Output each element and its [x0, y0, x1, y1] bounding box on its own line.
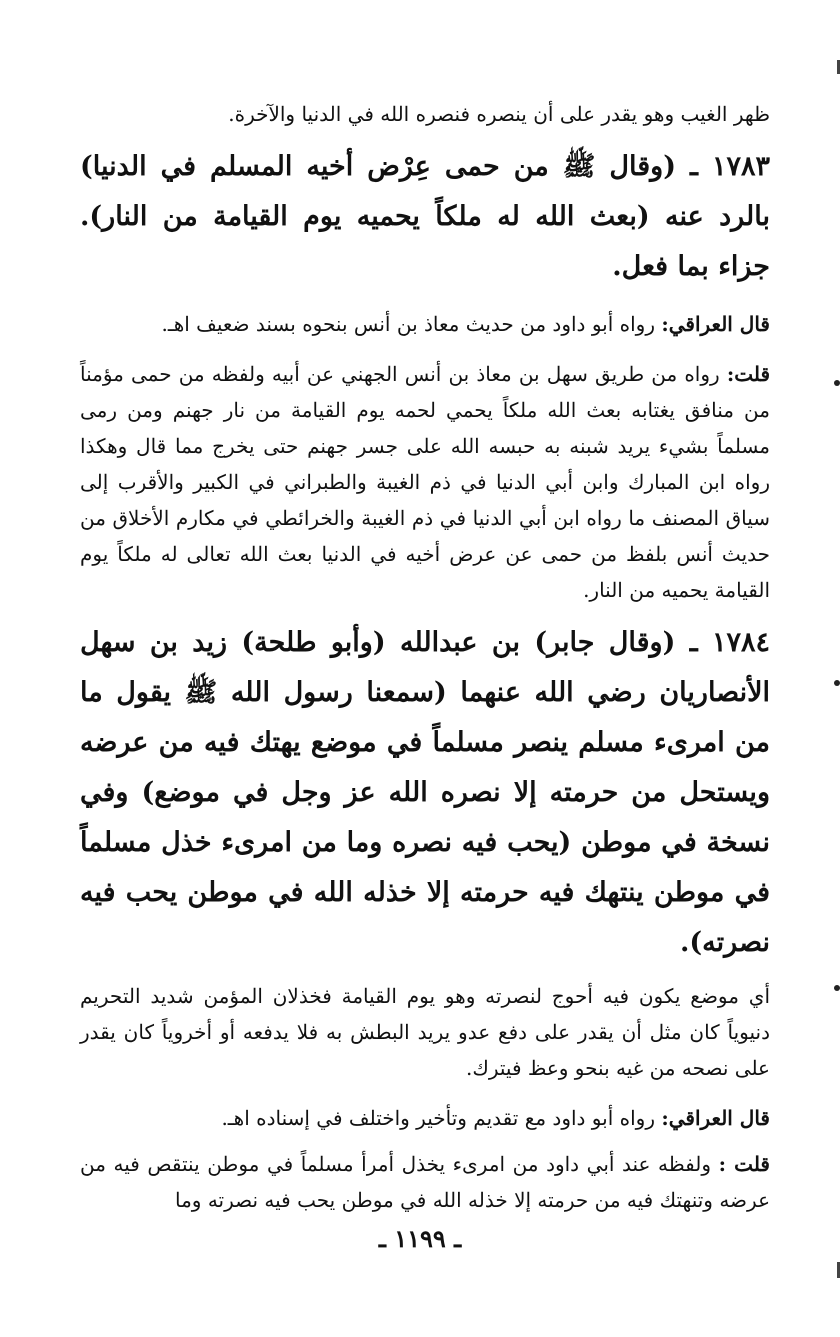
hadith-text: (وقال جابر) بن عبدالله (وأبو طلحة) زيد بن سهل الأنصاريان رضي الله عنهما (سمعنا رسول الله ﷺ يقول ما من امرىء مسلم ينصر مسلماً في موضع يهتك فيه من عرضه ويستحل من حرمته إلا نصره الله عز وجل في موضع) وفي نسخة في موطن (يحب فيه نصره وما من امرىء خذل مسلماً في موطن ينتهك فيه حرمته إلا خذله الله في موطن يحب فيه نصرته).	[80, 627, 770, 958]
commentary-text: ولفظه عند أبي داود من امرىء يخذل أمرأ مسلماً في موطن ينتقص فيه من عرضه وتنهتك فيه من حرمته إلا خذله الله في موطن يحب فيه نصرته وما	[80, 1152, 770, 1212]
comment-label: قال العراقي:	[661, 1106, 770, 1130]
qult-commentary-2	[80, 1146, 770, 1218]
commentary-text: رواه من طريق سهل بن معاذ بن أنس الجهني عن أبيه ولفظه من حمى مؤمناً من منافق يغتابه بعث الله ملكاً يحمي لحمه يوم القيامة من نار جهنم ومن رمى مسلماً بشيء يريد شبنه به حبسه الله على جسر جهنم حتى يخرج مما قال وهكذا رواه ابن المبارك وابن أبي الدنيا في ذم الغيبة والطبراني في الكبير والأقرب إلى سياق المصنف ما رواه ابن أبي الدنيا في ذم الغيبة والخرائطي في مكارم الأخلاق من حديث أنس بلفظ من حمى عن عرض أخيه في الدنيا بعث الله تعالى له ملكاً يوم القيامة يحميه من النار.	[80, 362, 770, 602]
paragraph-text: ظهر الغيب وهو يقدر على أن ينصره فنصره الله في الدنيا والآخرة.	[228, 102, 770, 126]
iraqi-comment-2	[80, 1100, 770, 1136]
hadith-1783	[80, 142, 770, 292]
hadith-1784	[80, 618, 770, 968]
explanation-paragraph	[80, 978, 770, 1086]
paragraph-text: أي موضع يكون فيه أحوج لنصرته وهو يوم القيامة فخذلان المؤمن شديد التحريم دنيوياً كان مثل أن يقدر على دفع عدو يريد البطش به فلا يدفعه أو أخروياً كان يقدر على نصحه من غيه بنحو وعظ فيترك.	[80, 984, 770, 1080]
hadith-number: ١٧٨٣ ـ	[690, 151, 770, 182]
scan-edge-dot	[834, 680, 840, 686]
scan-edge-dot	[834, 985, 840, 991]
hadith-text: (وقال ﷺ من حمى عِرْض أخيه المسلم في الدنيا) بالرد عنه (بعث الله له ملكاً يحميه يوم القيامة من النار). جزاء بما فعل.	[80, 151, 770, 282]
page-body	[80, 96, 770, 1218]
comment-label: قال العراقي:	[661, 312, 770, 336]
commentary-label: قلت :	[718, 1152, 770, 1176]
qult-commentary-1	[80, 356, 770, 608]
iraqi-comment-1	[80, 306, 770, 342]
comment-text: رواه أبو داود من حديث معاذ بن أنس بنحوه بسند ضعيف اهـ.	[161, 312, 655, 336]
scan-edge-dot	[834, 380, 840, 386]
commentary-label: قلت:	[726, 362, 771, 386]
comment-text: رواه أبو داود مع تقديم وتأخير واختلف في إسناده اهـ.	[221, 1106, 655, 1130]
continuation-paragraph	[80, 96, 770, 132]
hadith-number: ١٧٨٤ ـ	[689, 627, 771, 658]
page-number: ـ ١١٩٩ ـ	[378, 1224, 462, 1253]
